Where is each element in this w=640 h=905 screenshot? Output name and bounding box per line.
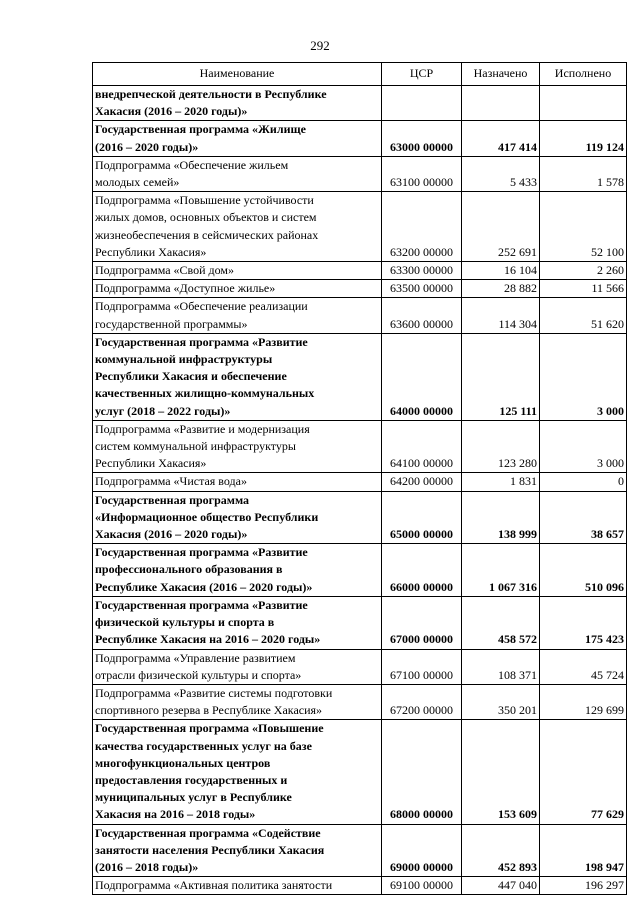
row-code: 67000 00000 [382, 596, 462, 649]
row-code: 64200 00000 [382, 473, 462, 491]
row-code: 63100 00000 [382, 156, 462, 191]
table-row [93, 121, 627, 156]
row-name-line: молодых семей» [95, 175, 180, 190]
table-body [93, 86, 627, 895]
row-executed: 77 629 [540, 720, 627, 824]
row-executed: 1 578 [540, 156, 627, 191]
row-name-line: «Информационное общество Республики [95, 509, 319, 524]
row-name-cell [93, 684, 382, 719]
row-executed: 11 566 [540, 280, 627, 298]
row-name-line: Республике Хакасия на 2016 – 2020 годы» [95, 632, 321, 647]
row-name-cell [93, 473, 382, 491]
row-code: 69000 00000 [382, 824, 462, 877]
table-row [93, 192, 627, 262]
row-assigned: 252 691 [462, 192, 540, 262]
table-row [93, 473, 627, 491]
row-executed: 2 260 [540, 262, 627, 280]
row-code: 67200 00000 [382, 684, 462, 719]
row-name-line: Подпрограмма «Повышение устойчивости [95, 193, 314, 208]
row-assigned: 350 201 [462, 684, 540, 719]
row-executed: 38 657 [540, 491, 627, 544]
row-name-cell [93, 262, 382, 280]
row-name-cell [93, 824, 382, 877]
row-executed: 196 297 [540, 877, 627, 895]
row-assigned: 458 572 [462, 596, 540, 649]
row-assigned: 5 433 [462, 156, 540, 191]
row-code: 64000 00000 [382, 333, 462, 420]
row-code: 63200 00000 [382, 192, 462, 262]
table-row [93, 649, 627, 684]
row-assigned: 138 999 [462, 491, 540, 544]
table-row [93, 824, 627, 877]
row-name-line: предоставления государственных и [95, 772, 288, 787]
row-name-cell [93, 596, 382, 649]
row-name-line: Республики Хакасия и обеспечение [95, 369, 287, 384]
row-executed: 119 124 [540, 121, 627, 156]
row-executed: 3 000 [540, 333, 627, 420]
row-assigned: 114 304 [462, 298, 540, 333]
row-name-line: Государственная программа «Содействие [95, 825, 321, 840]
table-row [93, 684, 627, 719]
table-row [93, 544, 627, 597]
row-assigned: 123 280 [462, 420, 540, 473]
row-name-line: жизнеобеспечения в сейсмических районах [95, 227, 319, 242]
table-row [93, 298, 627, 333]
row-name-cell [93, 649, 382, 684]
table-header-row [93, 63, 627, 86]
row-name-cell [93, 491, 382, 544]
row-name-line: Государственная программа [95, 492, 250, 507]
page-number: 292 [310, 38, 330, 53]
row-name-line: Подпрограмма «Развитие и модернизация [95, 421, 310, 436]
row-executed: 175 423 [540, 596, 627, 649]
row-name-line: Подпрограмма «Обеспечение жильем [95, 157, 289, 172]
row-code [382, 86, 462, 121]
row-name-line: услуг (2018 – 2022 годы)» [95, 403, 231, 418]
header-assigned: Назначено [462, 63, 540, 86]
row-code: 66000 00000 [382, 544, 462, 597]
row-name-line: физической культуры и спорта в [95, 615, 275, 630]
row-code: 69100 00000 [382, 877, 462, 895]
table-row [93, 596, 627, 649]
row-name-cell [93, 333, 382, 420]
row-code: 65000 00000 [382, 491, 462, 544]
row-code: 63600 00000 [382, 298, 462, 333]
row-name-cell [93, 720, 382, 824]
row-name-line: (2016 – 2020 годы)» [95, 139, 199, 154]
row-name-line: (2016 – 2018 годы)» [95, 859, 199, 874]
row-assigned: 417 414 [462, 121, 540, 156]
row-name-line: Государственная программа «Жилище [95, 122, 306, 137]
row-assigned: 125 111 [462, 333, 540, 420]
budget-table [92, 62, 627, 895]
row-name-line: муниципальных услуг в Республике [95, 790, 292, 805]
row-executed: 51 620 [540, 298, 627, 333]
row-executed: 45 724 [540, 649, 627, 684]
row-assigned: 452 893 [462, 824, 540, 877]
row-code: 63500 00000 [382, 280, 462, 298]
table-row [93, 720, 627, 824]
row-name-line: Республике Хакасия (2016 – 2020 годы)» [95, 579, 313, 594]
row-name-cell [93, 156, 382, 191]
row-executed: 0 [540, 473, 627, 491]
table-row [93, 86, 627, 121]
row-assigned: 28 882 [462, 280, 540, 298]
row-assigned: 16 104 [462, 262, 540, 280]
row-name-line: Хакасия (2016 – 2020 годы)» [95, 104, 248, 119]
row-assigned: 1 067 316 [462, 544, 540, 597]
row-name-line: Хакасия на 2016 – 2018 годы» [95, 807, 256, 822]
row-code: 67100 00000 [382, 649, 462, 684]
row-code: 68000 00000 [382, 720, 462, 824]
row-name-line: коммунальной инфраструктуры [95, 352, 273, 367]
row-name-line: качества государственных услуг на базе [95, 738, 312, 753]
row-executed: 3 000 [540, 420, 627, 473]
row-name-line: Государственная программа «Развитие [95, 597, 308, 612]
row-code: 63000 00000 [382, 121, 462, 156]
row-name-line: Государственная программа «Развитие [95, 545, 308, 560]
row-name-line: качественных жилищно-коммунальных [95, 386, 315, 401]
header-code: ЦСР [382, 63, 462, 86]
row-name-line: Государственная программа «Повышение [95, 721, 324, 736]
row-name-line: занятости населения Республики Хакасия [95, 842, 325, 857]
row-name-line: Подпрограмма «Чистая вода» [95, 474, 247, 489]
row-executed: 52 100 [540, 192, 627, 262]
row-name-line: профессионального образования в [95, 562, 283, 577]
row-name-line: Подпрограмма «Доступное жилье» [95, 281, 276, 296]
row-name-line: государственной программы» [95, 316, 248, 331]
row-name-line: Подпрограмма «Развитие системы подготовки [95, 685, 333, 700]
table-row [93, 280, 627, 298]
row-name-line: Республики Хакасия» [95, 456, 207, 471]
row-code: 63300 00000 [382, 262, 462, 280]
row-name-line: отрасли физической культуры и спорта» [95, 667, 302, 682]
row-name-cell [93, 280, 382, 298]
row-name-line: систем коммунальной инфраструктуры [95, 439, 296, 454]
row-code: 64100 00000 [382, 420, 462, 473]
row-name-line: Подпрограмма «Управление развитием [95, 650, 296, 665]
row-name-line: внедрепческой деятельности в Республике [95, 87, 327, 101]
table-row [93, 420, 627, 473]
row-name-line: Государственная программа «Развитие [95, 334, 308, 349]
row-name-line: Подпрограмма «Обеспечение реализации [95, 299, 308, 314]
table-row [93, 491, 627, 544]
row-assigned [462, 86, 540, 121]
table-row [93, 262, 627, 280]
row-name-line: жилых домов, основных объектов и систем [95, 210, 317, 225]
row-name-cell [93, 121, 382, 156]
row-assigned: 108 371 [462, 649, 540, 684]
table-row [93, 156, 627, 191]
header-executed: Исполнено [540, 63, 627, 86]
table-row [93, 333, 627, 420]
row-name-cell [93, 544, 382, 597]
row-executed [540, 86, 627, 121]
header-name: Наименование [93, 63, 382, 86]
row-name-cell [93, 420, 382, 473]
row-assigned: 1 831 [462, 473, 540, 491]
row-name-line: Хакасия (2016 – 2020 годы)» [95, 527, 248, 542]
row-name-cell [93, 86, 382, 121]
row-name-line: Подпрограмма «Свой дом» [95, 263, 235, 278]
row-name-line: многофункциональных центров [95, 755, 271, 770]
table-row [93, 877, 627, 895]
row-executed: 129 699 [540, 684, 627, 719]
row-name-cell [93, 192, 382, 262]
row-name-cell [93, 298, 382, 333]
row-name-line: Республики Хакасия» [95, 244, 207, 259]
row-name-line: Подпрограмма «Активная политика занятости [95, 878, 333, 893]
row-assigned: 153 609 [462, 720, 540, 824]
row-name-line: спортивного резерва в Республике Хакасия» [95, 703, 323, 718]
row-name-cell [93, 877, 382, 895]
row-executed: 198 947 [540, 824, 627, 877]
row-executed: 510 096 [540, 544, 627, 597]
row-assigned: 447 040 [462, 877, 540, 895]
